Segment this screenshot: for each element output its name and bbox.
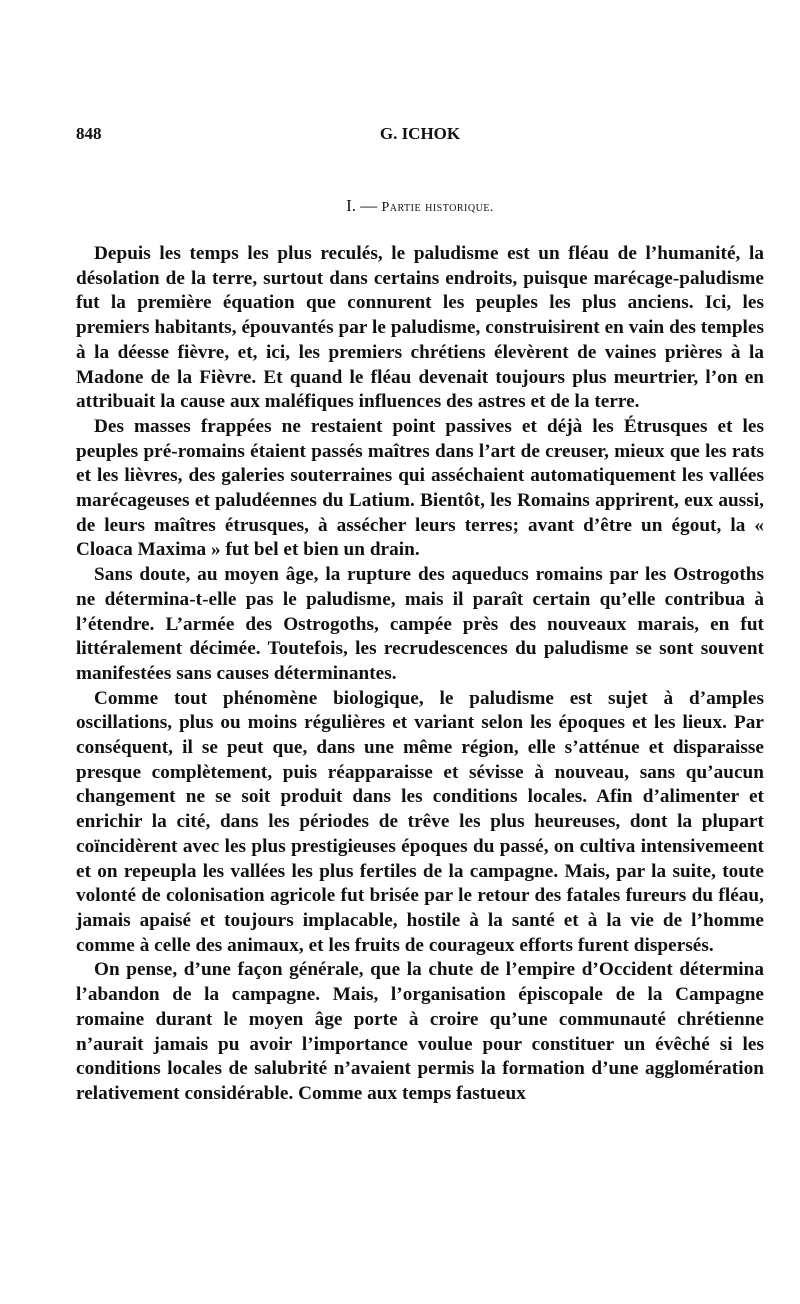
running-head-author: G. ICHOK	[379, 124, 461, 143]
paragraph: Sans doute, au moyen âge, la rupture des aqueducs romains par les Ostrogoths ne détermina-t-elle pas le paludisme, mais il paraît certain qu’elle contribua à l’étendre. L’armée des Ostrogoths, campée près des nouveaux marais, en fut littéralement décimée. Toutefois, les recrudescences du paludisme se sont souvent manifestées sans causes déterminantes.	[76, 564, 764, 684]
paragraph: Depuis les temps les plus reculés, le paludisme est un fléau de l’humanité, la désolation de la terre, surtout dans certains endroits, puisque marécage-paludisme fut la première équation que connurent les peuples les plus anciens. Ici, les premiers habitants, épouvantés par le paludisme, construisirent en vain des temples à la déesse fièvre, et, ici, les premiers chrétiens élevèrent de vaines prières à la Madone de la Fièvre. Et quand le fléau devenait toujours plus meurtrier, l’on en attribuait la cause aux maléfiques influences des astres et de la terre.	[76, 243, 764, 413]
section-number: I. —	[346, 196, 378, 215]
paragraph: Des masses frappées ne restaient point passives et déjà les Étrusques et les peuples pré-romains étaient passés maîtres dans l’art de creuser, mieux que les rats et les lièvres, des galeries souterraines qui asséchaient automatiquement les vallées marécageuses et paludéennes du Latium. Bientôt, les Romains apprirent, eux aussi, de leurs maîtres étrusques, à assécher leurs terres; avant d’être un égout, la « Cloaca Maxima » fut bel et bien un drain.	[76, 415, 764, 561]
page-number: 848	[76, 124, 102, 143]
body-text	[76, 242, 764, 1107]
paragraph: On pense, d’une façon générale, que la chute de l’empire d’Occident détermina l’abandon de la campagne. Mais, l’organisation épiscopale de la Campagne romaine durant le moyen âge porte à croire qu’une communauté chrétienne n’aurait jamais pu avoir l’importance voulue pour constituer un évêché si les conditions locales de salubrité n’avaient permis la formation d’une agglomération relativement considérable. Comme aux temps fastueux	[76, 959, 764, 1104]
running-header	[76, 124, 764, 148]
section-heading	[76, 196, 764, 216]
paragraph: Comme tout phénomène biologique, le paludisme est sujet à d’amples oscillations, plus ou moins régulières et variant selon les époques et les lieux. Par conséquent, il se peut que, dans une même région, elle s’atténue et disparaisse presque complètement, puis réapparaisse et sévisse à nouveau, sans qu’aucun changement ne se soit produit dans les conditions locales. Afin d’alimenter et enrichir la cité, dans les périodes de trêve les plus heureuses, dont la plupart coïncidèrent avec les plus prestigieuses époques du passé, on cultiva intensivemeent et on repeupla les vallées les plus fertiles de la campagne. Mais, par la suite, toute volonté de colonisation agricole fut brisée par le retour des fatales fureurs du fléau, jamais apaisé et toujours implacable, hostile à la santé et à la vie de l’homme comme à celle des animaux, et les fruits de courageux efforts furent dispersés.	[76, 687, 764, 956]
document-page	[76, 0, 764, 1304]
section-title-text: Partie historique.	[381, 200, 494, 215]
